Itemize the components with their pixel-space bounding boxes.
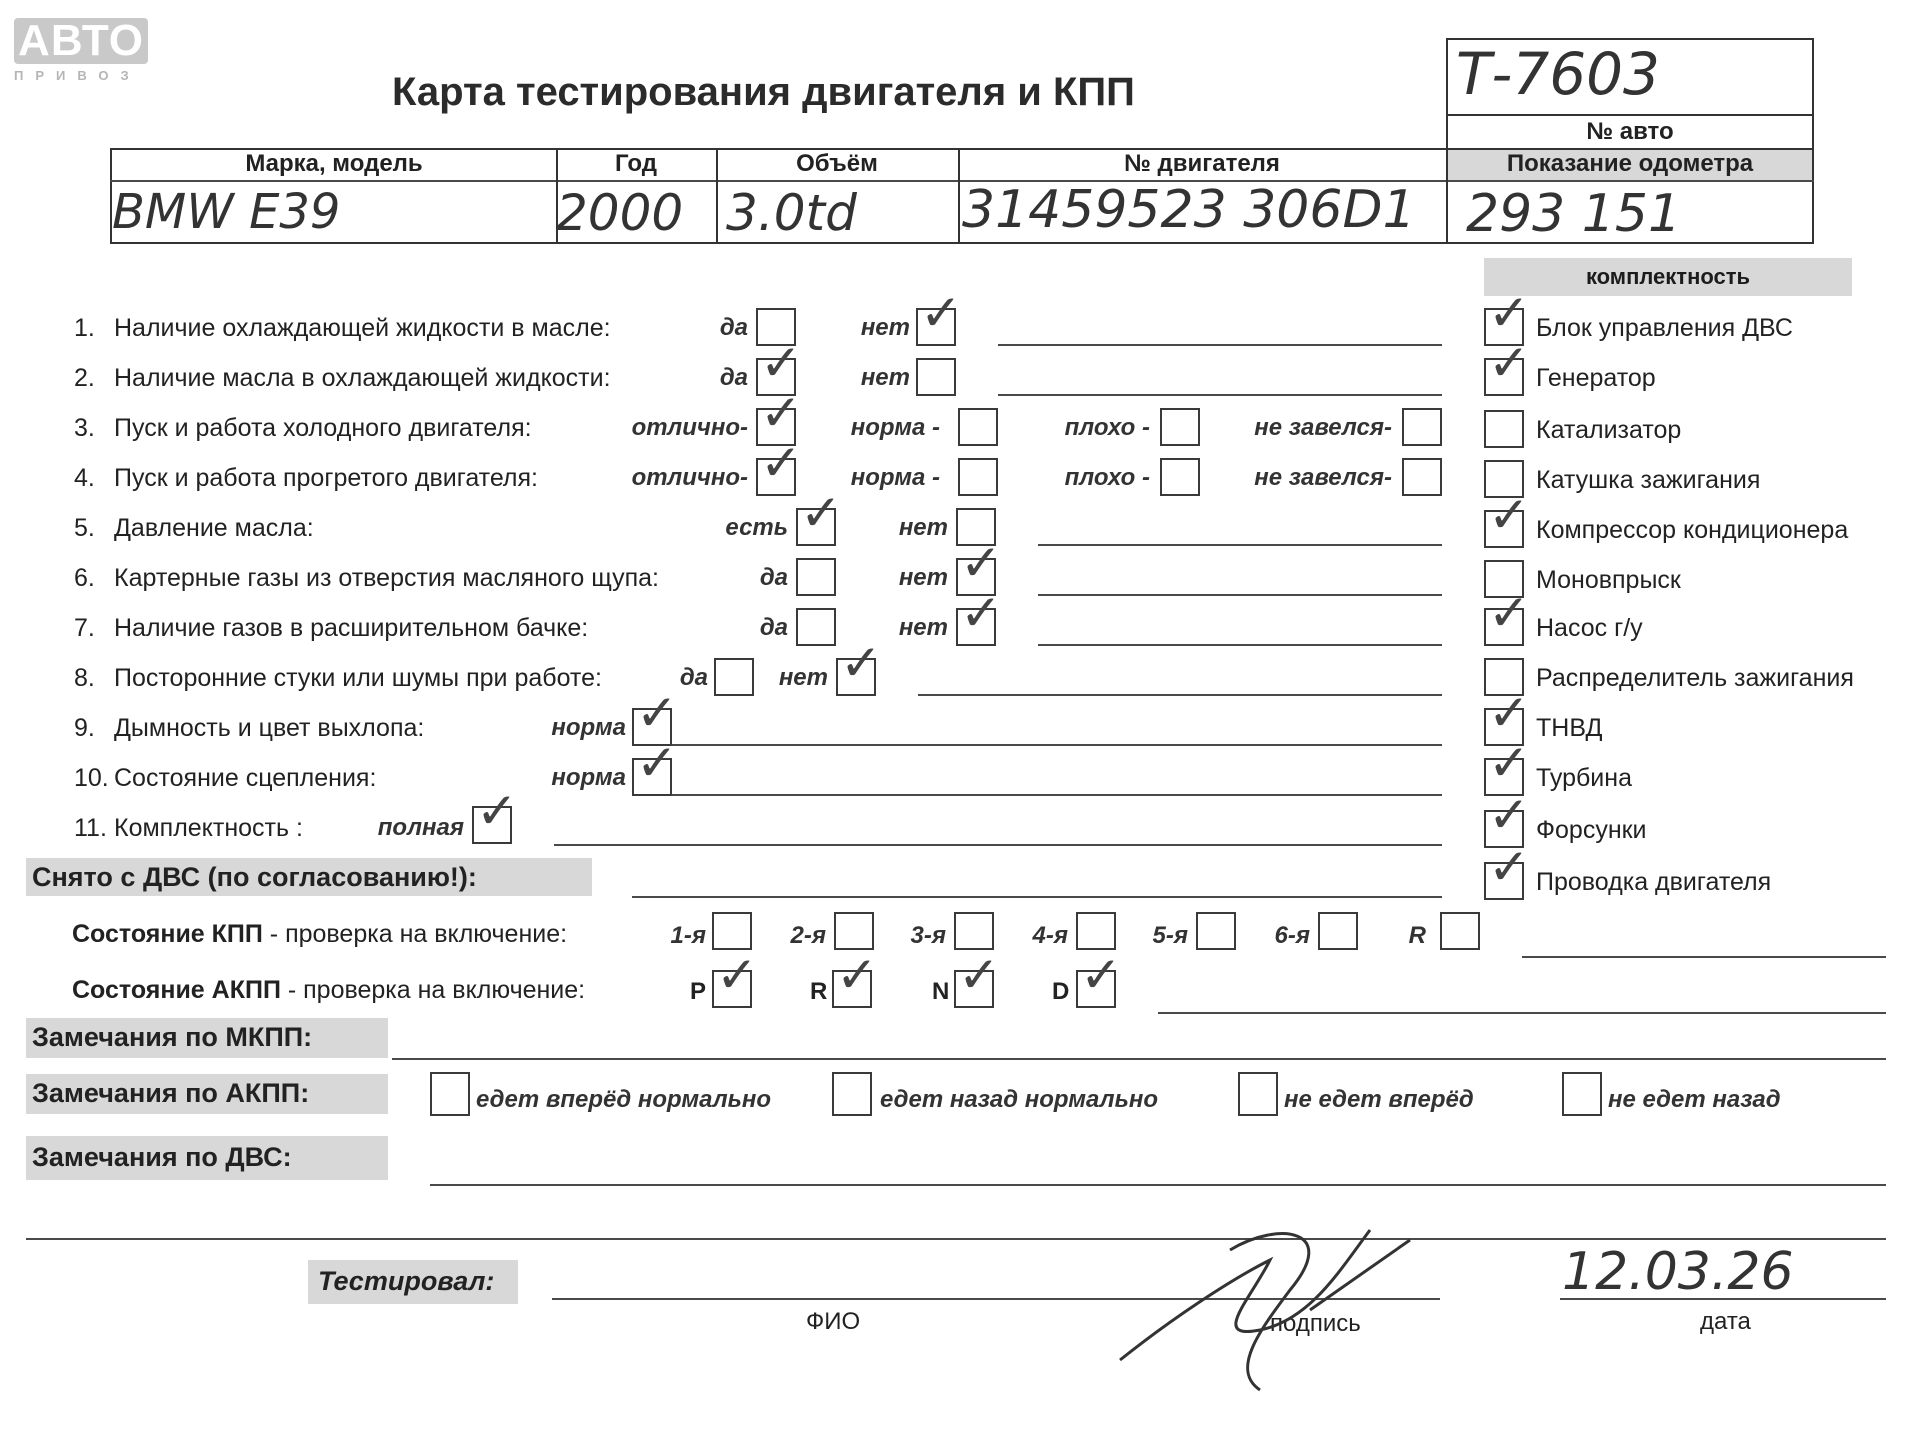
completeness-label: Блок управления ДВС bbox=[1536, 314, 1793, 342]
option-checkbox[interactable] bbox=[836, 658, 876, 696]
option-checkbox[interactable] bbox=[916, 358, 956, 396]
option-checkbox[interactable] bbox=[958, 458, 998, 496]
option-label: нет bbox=[898, 564, 948, 591]
completeness-label: Проводка двигателя bbox=[1536, 868, 1772, 896]
akpp-mode-label: R bbox=[810, 978, 828, 1005]
comment-line bbox=[672, 744, 1442, 746]
kpp-label bbox=[72, 920, 567, 949]
akpp-mode-checkbox[interactable] bbox=[832, 970, 872, 1008]
question-number: 10. bbox=[74, 764, 109, 792]
comment-line bbox=[918, 694, 1442, 696]
signature-drawing bbox=[1110, 1210, 1430, 1400]
question-label: Состояние сцепления: bbox=[114, 764, 377, 792]
akpp-mode-checkbox[interactable] bbox=[954, 970, 994, 1008]
option-checkbox[interactable] bbox=[1402, 408, 1442, 446]
completeness-label: Турбина bbox=[1536, 764, 1632, 792]
question-number: 9. bbox=[74, 714, 95, 742]
question-label: Наличие охлаждающей жидкости в масле: bbox=[114, 314, 611, 342]
akpp-forward-ok-label: едет вперёд нормально bbox=[476, 1086, 772, 1113]
remarks-dvs-label: Замечания по ДВС: bbox=[32, 1142, 292, 1172]
option-label: не завелся- bbox=[1254, 414, 1392, 441]
option-label: норма bbox=[551, 714, 626, 741]
option-checkbox[interactable] bbox=[632, 758, 672, 796]
car-number-label: № авто bbox=[1586, 118, 1674, 145]
engine-number-value: 31459523 306D1 bbox=[962, 180, 1416, 240]
date-value: 12.03.26 bbox=[1562, 1242, 1794, 1302]
tested-label: Тестировал: bbox=[318, 1266, 495, 1296]
kpp-comment-line bbox=[1522, 956, 1886, 958]
akpp-label bbox=[72, 976, 585, 1005]
option-checkbox[interactable] bbox=[756, 458, 796, 496]
header-odometer: Показание одометра bbox=[1506, 150, 1754, 177]
completeness-label: ТНВД bbox=[1536, 714, 1603, 742]
akpp-no-forward-checkbox[interactable] bbox=[1238, 1072, 1278, 1116]
gear-label: R bbox=[1408, 922, 1426, 949]
completeness-checkbox[interactable] bbox=[1484, 862, 1524, 900]
option-checkbox[interactable] bbox=[796, 608, 836, 646]
option-label: отлично- bbox=[631, 414, 748, 441]
akpp-mode-label: P bbox=[690, 978, 707, 1005]
completeness-label: Моновпрыск bbox=[1536, 566, 1681, 594]
question-label: Картерные газы из отверстия масляного щупа: bbox=[114, 564, 659, 592]
header-engine-number: № двигателя bbox=[1124, 150, 1280, 177]
akpp-backward-ok-label: едет назад нормально bbox=[880, 1086, 1159, 1113]
akpp-forward-ok-checkbox[interactable] bbox=[430, 1072, 470, 1116]
question-number: 11. bbox=[74, 814, 107, 842]
signature-label: подпись bbox=[1270, 1310, 1361, 1337]
question-label: Пуск и работа прогретого двигателя: bbox=[114, 464, 538, 492]
question-number: 6. bbox=[74, 564, 95, 592]
completeness-label: Форсунки bbox=[1536, 816, 1647, 844]
question-number: 1. bbox=[74, 314, 95, 342]
option-checkbox[interactable] bbox=[1160, 408, 1200, 446]
removed-line bbox=[632, 896, 1442, 898]
question-number: 8. bbox=[74, 664, 95, 692]
date-label: дата bbox=[1700, 1308, 1751, 1335]
option-checkbox[interactable] bbox=[796, 558, 836, 596]
remarks-mkpp-label: Замечания по МКПП: bbox=[32, 1022, 313, 1052]
comment-line bbox=[554, 844, 1442, 846]
akpp-label-bold: Состояние АКПП bbox=[72, 976, 281, 1004]
completeness-checkbox[interactable] bbox=[1484, 608, 1524, 646]
option-label: да bbox=[759, 614, 788, 641]
question-number: 3. bbox=[74, 414, 95, 442]
gear-checkbox[interactable] bbox=[954, 912, 994, 950]
option-label: не завелся- bbox=[1254, 464, 1392, 491]
remarks-akpp-label: Замечания по АКПП: bbox=[32, 1078, 310, 1108]
question-label: Комплектность : bbox=[114, 814, 303, 842]
page-title: Карта тестирования двигателя и КПП bbox=[392, 70, 1135, 114]
akpp-no-backward-label: не едет назад bbox=[1608, 1086, 1781, 1113]
fio-label: ФИО bbox=[806, 1308, 861, 1335]
question-label: Посторонние стуки или шумы при работе: bbox=[114, 664, 602, 692]
option-label: нет bbox=[860, 314, 910, 341]
option-label: нет bbox=[860, 364, 910, 391]
remarks-dvs-line-2 bbox=[26, 1238, 1886, 1240]
option-label: норма - bbox=[850, 414, 940, 441]
akpp-label-rest: - проверка на включение: bbox=[280, 976, 586, 1004]
gear-label: 2-я bbox=[790, 922, 826, 949]
option-checkbox[interactable] bbox=[916, 308, 956, 346]
year-value: 2000 bbox=[556, 184, 684, 242]
option-label: нет bbox=[898, 514, 948, 541]
option-label: норма - bbox=[850, 464, 940, 491]
gear-label: 5-я bbox=[1152, 922, 1188, 949]
brand-model-value: BMW E39 bbox=[112, 184, 341, 240]
question-label: Наличие масла в охлаждающей жидкости: bbox=[114, 364, 611, 392]
comment-line bbox=[1038, 644, 1442, 646]
question-number: 4. bbox=[74, 464, 95, 492]
gear-label: 6-я bbox=[1274, 922, 1310, 949]
option-label: плохо - bbox=[1064, 414, 1150, 441]
option-checkbox[interactable] bbox=[714, 658, 754, 696]
comment-line bbox=[672, 794, 1442, 796]
header-brand-model: Марка, модель bbox=[245, 150, 423, 177]
completeness-label: Катализатор bbox=[1536, 416, 1682, 444]
completeness-label: Катушка зажигания bbox=[1536, 466, 1761, 494]
logo-subtitle: ПРИВОЗ bbox=[14, 68, 141, 83]
option-checkbox[interactable] bbox=[958, 408, 998, 446]
completeness-checkbox[interactable] bbox=[1484, 410, 1524, 448]
question-label: Пуск и работа холодного двигателя: bbox=[114, 414, 532, 442]
completeness-label: Компрессор кондиционера bbox=[1536, 516, 1849, 544]
gear-checkbox[interactable] bbox=[712, 912, 752, 950]
option-checkbox[interactable] bbox=[956, 608, 996, 646]
completeness-label: Генератор bbox=[1536, 364, 1656, 392]
gear-label: 1-я bbox=[670, 922, 706, 949]
comment-line bbox=[998, 344, 1442, 346]
option-label: да bbox=[719, 364, 748, 391]
fio-line bbox=[552, 1298, 1154, 1300]
volume-value: 3.0td bbox=[726, 184, 857, 242]
gear-label: 4-я bbox=[1032, 922, 1068, 949]
comment-line bbox=[998, 394, 1442, 396]
removed-label: Снято с ДВС (по согласованию!): bbox=[32, 862, 477, 892]
remarks-dvs-line bbox=[430, 1184, 1886, 1186]
akpp-mode-checkbox[interactable] bbox=[1076, 970, 1116, 1008]
option-label: есть bbox=[725, 514, 788, 541]
header-year: Год bbox=[615, 150, 657, 177]
completeness-label: Распределитель зажигания bbox=[1536, 664, 1854, 692]
option-checkbox[interactable] bbox=[1402, 458, 1442, 496]
remarks-mkpp-line bbox=[392, 1058, 1886, 1060]
akpp-comment-line bbox=[1158, 1012, 1886, 1014]
akpp-no-backward-checkbox[interactable] bbox=[1562, 1072, 1602, 1116]
gear-checkbox[interactable] bbox=[1196, 912, 1236, 950]
option-label: да bbox=[759, 564, 788, 591]
gear-checkbox[interactable] bbox=[834, 912, 874, 950]
gear-label: 3-я bbox=[910, 922, 946, 949]
question-number: 5. bbox=[74, 514, 95, 542]
option-checkbox[interactable] bbox=[472, 806, 512, 844]
kpp-label-rest: - проверка на включение: bbox=[262, 920, 568, 948]
option-label: да bbox=[679, 664, 708, 691]
option-label: да bbox=[719, 314, 748, 341]
akpp-backward-ok-checkbox[interactable] bbox=[832, 1072, 872, 1116]
kpp-label-bold: Состояние КПП bbox=[72, 920, 263, 948]
option-label: плохо - bbox=[1064, 464, 1150, 491]
gear-checkbox[interactable] bbox=[1318, 912, 1358, 950]
option-label: отлично- bbox=[631, 464, 748, 491]
question-label: Наличие газов в расширительном бачке: bbox=[114, 614, 589, 642]
akpp-mode-label: N bbox=[932, 978, 950, 1005]
option-checkbox[interactable] bbox=[1160, 458, 1200, 496]
option-label: норма bbox=[551, 764, 626, 791]
completeness-checkbox[interactable] bbox=[1484, 510, 1524, 548]
question-label: Дымность и цвет выхлопа: bbox=[114, 714, 425, 742]
option-label: нет bbox=[778, 664, 828, 691]
akpp-mode-checkbox[interactable] bbox=[712, 970, 752, 1008]
header-volume: Объём bbox=[796, 150, 878, 177]
comment-line bbox=[1038, 594, 1442, 596]
odometer-value: 293 151 bbox=[1466, 184, 1682, 244]
completeness-checkbox[interactable] bbox=[1484, 358, 1524, 396]
option-label: нет bbox=[898, 614, 948, 641]
question-number: 7. bbox=[74, 614, 95, 642]
akpp-no-forward-label: не едет вперёд bbox=[1284, 1086, 1474, 1113]
question-number: 2. bbox=[74, 364, 95, 392]
option-label: полная bbox=[377, 814, 464, 841]
comment-line bbox=[1038, 544, 1442, 546]
option-checkbox[interactable] bbox=[796, 508, 836, 546]
question-label: Давление масла: bbox=[114, 514, 314, 542]
completeness-label: Насос г/у bbox=[1536, 614, 1643, 642]
car-number-value: Т-7603 bbox=[1456, 40, 1660, 108]
gear-checkbox[interactable] bbox=[1440, 912, 1480, 950]
logo: АВТО bbox=[14, 18, 148, 64]
akpp-mode-label: D bbox=[1052, 978, 1070, 1005]
gear-checkbox[interactable] bbox=[1076, 912, 1116, 950]
completeness-title: комплектность bbox=[1585, 264, 1751, 289]
